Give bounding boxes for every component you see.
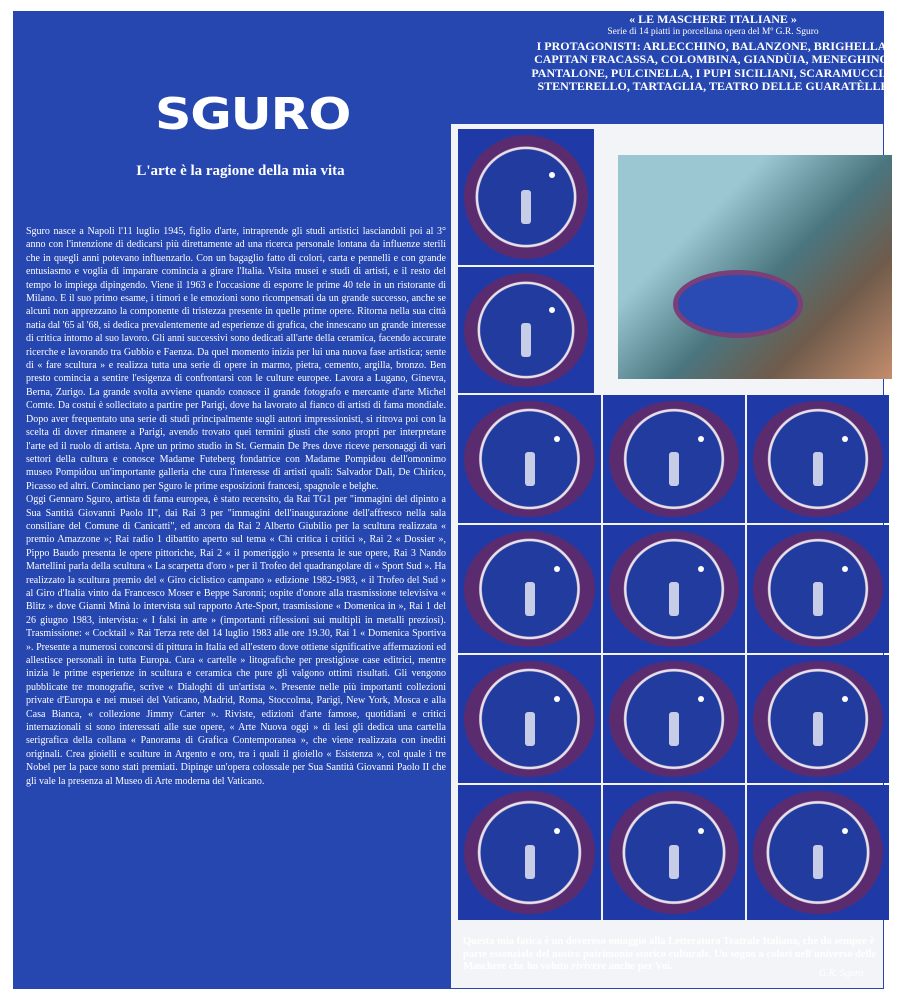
sguro-logo: SGURO	[155, 89, 351, 140]
artist-photo	[618, 155, 892, 379]
plate-image	[464, 531, 595, 647]
plate-image	[753, 401, 883, 517]
plate-3	[458, 395, 601, 523]
plate-image	[609, 791, 739, 914]
page-background	[13, 11, 895, 989]
plate-image	[753, 661, 883, 777]
plate-image	[464, 791, 595, 914]
biography-paragraph-1: Sguro nasce a Napoli l'11 luglio 1945, figlio d'arte, intraprende gli studi artistici lasciandoli poi al 3° anno con l'intenzione di dedicarsi più direttamente ad una ricerca personale lontana da influenze sterili che in quegli anni potevano influenzarlo. Con un bagaglio fatto di colori, carta e pennelli e con grande entusiasmo e voglia di imparare comincia a girare l'Italia. Visita musei e studi di artisti, e il resto del tempo lo impiega dipingendo. Viene il 1963 e l'occasione di esporre le prime 40 tele in un ristorante di Milano. E il suo primo esame, i timori e le emozioni sono ricompensati da un grande successo, anche se alcuni non apprezzano la componente di tristezza presente in quelle prime opere. Ritorna nella sua città natia dal '65 al '68, si dedica prevalentemente ad esperienze di grafica, che innescano un grande interesse di critica intorno al suo lavoro. Gli anni successivi sono dedicati all'arte della ceramica, facendo accurate ricerche e lavorando tra Gubbio e Faenza. Da quel momento inizia per lui una nuova fase artistica; sente di « fare scultura » e realizza tutta una serie di opere in marmo, pietra, cemento, argilla, bronzo. Ben presto comincia a sentire l'esigenza di confrontarsi con le culture europee. Lavora a Lugano, Ginevra, Berna, Zurigo. La grande svolta avviene quando conosce il grande fotografo e mercante d'arte Michel Comte. Da costui è sollecitato a partire per Parigi, dove ha lavorato al fianco di artisti di fama mondiale. Dopo aver frequentato una serie di studi principalmente sugli autori impressionisti, si ritrova poi con la scelta di dover rimanere a Parigi, avendo trovato quei termini giusti che sono propri per interpretare l'arte ed il ruolo di artista. Apre un primo studio in St. Germain De Pres dove riceve personaggi di vari settori della cultura e conosce Madame Futeberg fondatrice con Madame Pompidou dell'omonimo museo Pompidou un'importante galleria che cura l'interesse di artisti quali: Salvador Dalì, De Chirico, Picasso ed altri. Cominciano per Sguro le prime esposizioni francesi, spagnole e belghe.	[26, 226, 446, 492]
plate-7	[603, 525, 745, 653]
plate-image	[609, 401, 739, 517]
plate-10	[603, 655, 745, 783]
biography-paragraph-2: Oggi Gennaro Sguro, artista di fama europea, è stato recensito, da Rai TG1 per "immagini del dipinto a Sua Santità Giovanni Paolo II", dai Rai 3 per "immagini dell'inaugurazione dell'affresco nella sala consiliare del Comune di Canicatti", ed ancora da Rai 2 Alberto Giubilio per la scultura realizzata « premio Amazzone »; Rai radio 1 dibattito aperto sul tema « Chi critica i critici », Rai 2 « Dossier », Pippo Baudo presenta le opere pittoriche, Rai 2 « il pomeriggio » presenta le sue opere, Rai 3 Nando Martellini parla della scultura « La scarpetta d'oro » per il Trofeo del quadrangolare di « Sport Sud ». Ha realizzato la scultura premio del « Giro ciclistico campano » edizione 1982-1983, « il Trofeo del Sud » al Giro d'Italia vinto da Francesco Moser e Beppe Saronni; ospite d'onore alla trasmissione televisiva « Blitz » dove Gianni Minà lo intervista sul rapporto Arte-Sport, trasmissione « Domenica in », Rai 1 del 26 giugno 1983, intervista: « I falsi in arte » (importanti riflessioni sui multipli in metalli preziosi). Trasmissione: « Cocktail » Rai Terza rete del 14 luglio 1983 alle ore 19.30, Rai 1 « Domenica Sportiva ». Presente a numerosi concorsi di pittura in Italia ed all'estero dove ottiene significative affermazioni ed allestisce personali in tutta Europa. Cura « cartelle » litografiche per prestigiose case editrici, mentre inizia le prime esperienze in scultura e ceramica che pure gli valgono ottimi risultati. Gli vengono pubblicate tre monografie, scrive « Dialoghi di un'artista ». Presente nelle più importanti collezioni private d'Europa e nei musei del Vaticano, Madrid, Roma, Stoccolma, Parigi, New York, Mosca e alla Casa Bianca, « collezione Jimmy Carter ». Riviste, edizioni d'arte famose, quotidiani e critici internazionali si sono interessati alle sue opere, « Arte Nuova oggi » di lesi gli dedica una cartella serigrafica della collana « Panorama di Grafica Contemporanea », che viene realizzata con inediti originali. Crea gioielli e sculture in Argento e oro, tra i quali il gioiello « Esistenza », col quale i tre Nobel per la pace sono stati premiati. Dipinge un'opera colossale per Sua Santità Giovanni Paolo II che gli vale la presenza al Museo di Arte moderna del Vaticano.	[26, 494, 446, 787]
series-heading: « LE MASCHERE ITALIANE »	[629, 12, 797, 26]
plate-11	[747, 655, 889, 783]
plate-12	[458, 785, 601, 920]
plate-2	[458, 267, 594, 393]
plate-image	[753, 791, 883, 914]
plate-image	[464, 135, 588, 259]
plate-image	[753, 531, 883, 647]
plate-4	[603, 395, 745, 523]
plate-image	[464, 401, 595, 517]
plate-1	[458, 129, 594, 265]
plate-image	[609, 531, 739, 647]
biography-text	[26, 225, 446, 788]
plate-6	[458, 525, 601, 653]
plate-8	[747, 525, 889, 653]
plate-5	[747, 395, 889, 523]
signature: G.R. Sguro	[819, 968, 864, 979]
protagonists-list: I PROTAGONISTI: ARLECCHINO, BALANZONE, BRIGHELLA, CAPITAN FRACASSA, COLOMBINA, GIANDÙIA, MENEGHINO, PANTALONE, PULCINELLA, I PUPI SICILIANI, SCARAMUCCIA, STENTERELLO, TARTAGLIA, TEATRO DELLE GUARATÈLLE	[531, 38, 895, 94]
plate-image	[464, 661, 595, 777]
closing-text: Questa mia fatica è un doveroso omaggio alla Letteratura Teatrale Italiana, che da sempre è parte essenziale del nostro patrimonio storico culturale. Un sogno a colori nell'universo delle Maschere che ho voluto rivivere anche per Voi.	[463, 936, 877, 972]
series-title	[513, 13, 900, 93]
series-subtitle: Serie di 14 piatti in porcellana opera del Mº G.R. Sguro	[607, 27, 819, 38]
plate-9	[458, 655, 601, 783]
plate-image	[609, 661, 739, 777]
plate-image	[464, 273, 588, 387]
plate-13	[603, 785, 745, 920]
tagline: L'arte è la ragione della mia vita	[136, 163, 345, 179]
plate-14	[747, 785, 889, 920]
